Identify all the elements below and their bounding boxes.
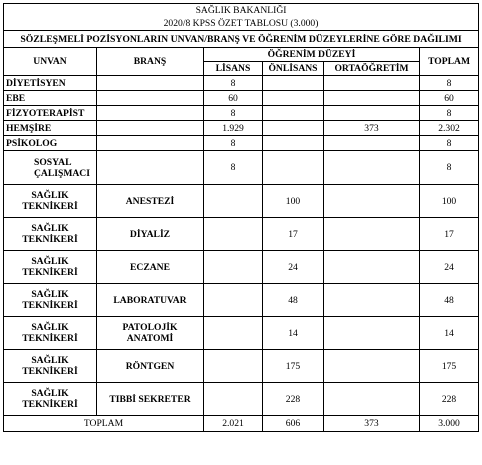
table-row bbox=[4, 251, 479, 284]
cell-onlisans: 175 bbox=[263, 350, 324, 383]
table-row bbox=[4, 350, 479, 383]
cell-toplam: 17 bbox=[420, 218, 479, 251]
cell-brans: DİYALİZ bbox=[97, 218, 204, 251]
cell-unvan: SAĞLIK TEKNİKERİ bbox=[4, 185, 97, 218]
cell-ortaogretim bbox=[324, 383, 420, 416]
total-row bbox=[4, 416, 479, 432]
cell-lisans: 1.929 bbox=[204, 121, 263, 136]
total-ortaogretim: 373 bbox=[324, 416, 420, 432]
table-row bbox=[4, 91, 479, 106]
header-toplam: TOPLAM bbox=[420, 48, 479, 76]
cell-ortaogretim bbox=[324, 151, 420, 185]
cell-unvan: EBE bbox=[4, 91, 97, 106]
cell-unvan: SAĞLIK TEKNİKERİ bbox=[4, 251, 97, 284]
cell-ortaogretim bbox=[324, 251, 420, 284]
cell-toplam: 8 bbox=[420, 136, 479, 151]
cell-lisans bbox=[204, 251, 263, 284]
cell-toplam: 2.302 bbox=[420, 121, 479, 136]
cell-lisans: 8 bbox=[204, 136, 263, 151]
table-row bbox=[4, 284, 479, 317]
cell-lisans bbox=[204, 284, 263, 317]
cell-unvan: FİZYOTERAPİST bbox=[4, 106, 97, 121]
cell-toplam: 228 bbox=[420, 383, 479, 416]
cell-lisans: 8 bbox=[204, 151, 263, 185]
cell-ortaogretim bbox=[324, 91, 420, 106]
cell-onlisans: 100 bbox=[263, 185, 324, 218]
header-onlisans: ÖNLİSANS bbox=[263, 62, 324, 76]
cell-lisans: 8 bbox=[204, 76, 263, 91]
cell-ortaogretim: 373 bbox=[324, 121, 420, 136]
cell-toplam: 100 bbox=[420, 185, 479, 218]
table-row bbox=[4, 185, 479, 218]
cell-brans bbox=[97, 76, 204, 91]
header-ortaogretim: ORTAÖĞRETİM bbox=[324, 62, 420, 76]
cell-toplam: 175 bbox=[420, 350, 479, 383]
total-lisans: 2.021 bbox=[204, 416, 263, 432]
cell-ortaogretim bbox=[324, 218, 420, 251]
cell-unvan: PSİKOLOG bbox=[4, 136, 97, 151]
cell-brans bbox=[97, 106, 204, 121]
cell-unvan: SAĞLIK TEKNİKERİ bbox=[4, 383, 97, 416]
cell-unvan: SAĞLIK TEKNİKERİ bbox=[4, 317, 97, 350]
cell-onlisans: 228 bbox=[263, 383, 324, 416]
table-row bbox=[4, 151, 479, 185]
cell-onlisans bbox=[263, 106, 324, 121]
cell-onlisans: 14 bbox=[263, 317, 324, 350]
cell-lisans: 60 bbox=[204, 91, 263, 106]
total-onlisans: 606 bbox=[263, 416, 324, 432]
cell-onlisans: 48 bbox=[263, 284, 324, 317]
cell-lisans bbox=[204, 317, 263, 350]
cell-brans bbox=[97, 121, 204, 136]
cell-ortaogretim bbox=[324, 284, 420, 317]
total-toplam: 3.000 bbox=[420, 416, 479, 432]
title-row-2 bbox=[4, 17, 479, 31]
cell-ortaogretim bbox=[324, 106, 420, 121]
table-subtitle: SÖZLEŞMELİ POZİSYONLARIN UNVAN/BRANŞ VE ÖĞRENİM DÜZEYLERİNE GÖRE DAĞILIMI bbox=[4, 31, 479, 48]
table-row bbox=[4, 218, 479, 251]
kpss-summary-table bbox=[3, 3, 479, 432]
cell-toplam: 60 bbox=[420, 91, 479, 106]
cell-toplam: 24 bbox=[420, 251, 479, 284]
cell-brans bbox=[97, 136, 204, 151]
table-row bbox=[4, 121, 479, 136]
cell-lisans bbox=[204, 185, 263, 218]
cell-unvan: SAĞLIK TEKNİKERİ bbox=[4, 218, 97, 251]
cell-brans: TIBBİ SEKRETER bbox=[97, 383, 204, 416]
cell-toplam: 8 bbox=[420, 151, 479, 185]
cell-lisans bbox=[204, 218, 263, 251]
cell-toplam: 8 bbox=[420, 76, 479, 91]
cell-toplam: 8 bbox=[420, 106, 479, 121]
cell-unvan: SOSYAL ÇALIŞMACI bbox=[4, 151, 97, 185]
cell-unvan: DİYETİSYEN bbox=[4, 76, 97, 91]
cell-brans bbox=[97, 91, 204, 106]
cell-onlisans bbox=[263, 91, 324, 106]
cell-onlisans: 24 bbox=[263, 251, 324, 284]
cell-ortaogretim bbox=[324, 76, 420, 91]
cell-brans: PATOLOJİK ANATOMİ bbox=[97, 317, 204, 350]
header-row-1 bbox=[4, 48, 479, 62]
cell-onlisans bbox=[263, 121, 324, 136]
cell-toplam: 48 bbox=[420, 284, 479, 317]
table-row bbox=[4, 76, 479, 91]
title-kpss: 2020/8 KPSS ÖZET TABLOSU (3.000) bbox=[4, 17, 479, 31]
cell-toplam: 14 bbox=[420, 317, 479, 350]
cell-brans: ECZANE bbox=[97, 251, 204, 284]
header-lisans: LİSANS bbox=[204, 62, 263, 76]
cell-ortaogretim bbox=[324, 317, 420, 350]
cell-unvan: SAĞLIK TEKNİKERİ bbox=[4, 350, 97, 383]
cell-unvan: SAĞLIK TEKNİKERİ bbox=[4, 284, 97, 317]
header-unvan: UNVAN bbox=[4, 48, 97, 76]
table-row bbox=[4, 317, 479, 350]
subtitle-row bbox=[4, 31, 479, 48]
table-row bbox=[4, 136, 479, 151]
cell-brans: LABORATUVAR bbox=[97, 284, 204, 317]
cell-onlisans: 17 bbox=[263, 218, 324, 251]
title-row-1 bbox=[4, 4, 479, 18]
cell-lisans: 8 bbox=[204, 106, 263, 121]
cell-lisans bbox=[204, 350, 263, 383]
cell-lisans bbox=[204, 383, 263, 416]
cell-ortaogretim bbox=[324, 136, 420, 151]
table-row bbox=[4, 383, 479, 416]
cell-brans: ANESTEZİ bbox=[97, 185, 204, 218]
cell-ortaogretim bbox=[324, 350, 420, 383]
total-label: TOPLAM bbox=[4, 416, 204, 432]
table-row bbox=[4, 106, 479, 121]
cell-onlisans bbox=[263, 151, 324, 185]
cell-unvan: HEMŞİRE bbox=[4, 121, 97, 136]
cell-onlisans bbox=[263, 76, 324, 91]
cell-ortaogretim bbox=[324, 185, 420, 218]
cell-brans: RÖNTGEN bbox=[97, 350, 204, 383]
header-ogrenim: ÖĞRENİM DÜZEYİ bbox=[204, 48, 420, 62]
header-brans: BRANŞ bbox=[97, 48, 204, 76]
cell-onlisans bbox=[263, 136, 324, 151]
summary-sheet bbox=[3, 3, 478, 432]
cell-brans bbox=[97, 151, 204, 185]
title-ministry: SAĞLIK BAKANLIĞI bbox=[4, 4, 479, 18]
